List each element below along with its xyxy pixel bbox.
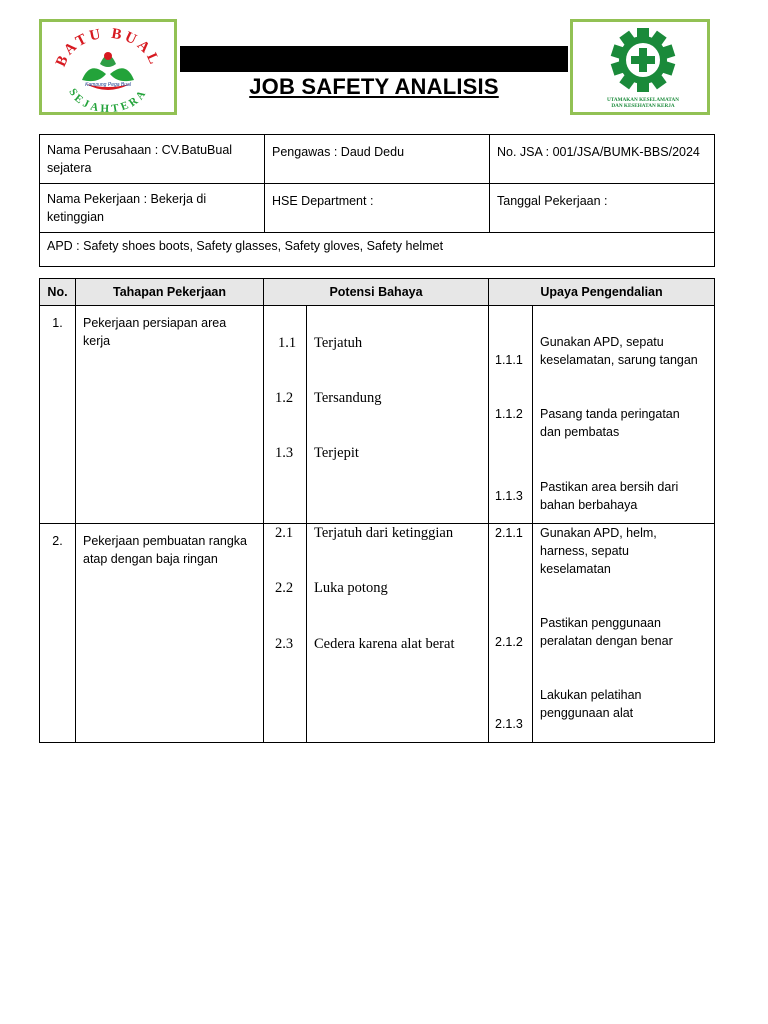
hse-department-cell (265, 184, 490, 233)
upaya-text (540, 405, 680, 441)
upaya-line: Gunakan APD, sepatu (540, 335, 664, 349)
row-number: 2. (40, 524, 76, 743)
bahaya-text: Terjatuh (314, 335, 363, 351)
tahapan-line: Pekerjaan pembuatan rangka (83, 534, 248, 548)
upaya-line: dan pembatas (540, 425, 620, 439)
bahaya-text: Luka potong (314, 580, 388, 596)
upaya-line: penggunaan alat (540, 706, 634, 720)
upaya-line: peralatan dengan benar (540, 634, 673, 648)
bahaya-number: 2.3 (275, 636, 294, 652)
k3-logo (570, 19, 710, 115)
upaya-number-cell (489, 306, 533, 524)
document-title: JOB SAFETY ANALISIS (249, 74, 499, 99)
batu-bual-emblem-icon (42, 22, 174, 112)
upaya-line: harness, sepatu (540, 544, 629, 558)
upaya-line: Gunakan APD, helm, (540, 526, 657, 540)
upaya-number: 1.1.2 (495, 407, 523, 421)
upaya-line: Pasang tanda peringatan (540, 407, 680, 421)
batu-bual-logo (39, 19, 177, 115)
tahapan-line: kerja (83, 334, 111, 348)
upaya-text-cell (533, 524, 715, 743)
table-row (40, 306, 715, 524)
header-black-bar (180, 46, 568, 72)
apd-cell (40, 233, 715, 267)
upaya-line: bahan berbahaya (540, 498, 638, 512)
upaya-text (540, 614, 673, 650)
tahapan-line: atap dengan baja ringan (83, 552, 218, 566)
info-table (39, 134, 715, 267)
apd-text: APD : Safety shoes boots, Safety glasses, Safety gloves, Safety helmet (47, 239, 444, 253)
bahaya-text-cell (307, 306, 489, 524)
company-name-cell (40, 135, 265, 184)
bahaya-number-cell (264, 524, 307, 743)
upaya-text (540, 686, 641, 722)
upaya-text (540, 478, 678, 514)
bahaya-number: 1.3 (275, 445, 294, 461)
upaya-line: Pastikan penggunaan (540, 616, 661, 630)
upaya-number: 1.1.3 (495, 489, 523, 503)
job-name-line-1: Nama Pekerjaan : Bekerja di (47, 192, 207, 206)
upaya-text-cell (533, 306, 715, 524)
upaya-number: 2.1.1 (495, 526, 523, 540)
job-date-cell (490, 184, 715, 233)
job-name-line-2: ketinggian (47, 210, 104, 224)
row-number: 1. (40, 306, 76, 524)
jsa-table (39, 278, 715, 743)
bahaya-number: 2.2 (275, 580, 294, 596)
upaya-number: 2.1.3 (495, 717, 523, 731)
jsa-number-cell (490, 135, 715, 184)
tahapan-line: Pekerjaan persiapan area (83, 316, 227, 330)
logo-text-arc: Kampung Pega Bual (85, 82, 131, 88)
bahaya-text: Terjepit (314, 445, 359, 461)
upaya-line: Pastikan area bersih dari (540, 480, 679, 494)
svg-text:SEJAHTERA (66, 86, 149, 112)
header-tahapan: Tahapan Pekerjaan (76, 279, 264, 306)
table-row (40, 524, 715, 743)
job-name-cell (40, 184, 265, 233)
company-name-line-1: Nama Perusahaan : CV.BatuBual (47, 143, 233, 157)
bahaya-number: 2.1 (275, 525, 294, 541)
bahaya-number: 1.1 (278, 335, 297, 351)
logo-text-bottom: SEJAHTERA (66, 86, 150, 112)
supervisor-cell (265, 135, 490, 184)
supervisor-text: Pengawas : Daud Dedu (272, 145, 405, 159)
bahaya-text-cell (307, 524, 489, 743)
header-potensi-bahaya: Potensi Bahaya (264, 279, 489, 306)
upaya-text (540, 333, 698, 369)
logo-text-top: BATU BUAL (53, 25, 163, 70)
header-no: No. (40, 279, 76, 306)
bahaya-text: Tersandung (314, 390, 382, 406)
k3-caption-2: DAN KESEHATAN KERJA (611, 103, 675, 109)
job-date-text: Tanggal Pekerjaan : (497, 194, 608, 208)
upaya-number: 1.1.1 (495, 353, 523, 367)
row-tahapan (76, 524, 264, 743)
upaya-line: keselamatan, sarung tangan (540, 353, 698, 367)
header-upaya-pengendalian: Upaya Pengendalian (489, 279, 715, 306)
row-tahapan (76, 306, 264, 524)
upaya-number-cell (489, 524, 533, 743)
bahaya-text: Cedera karena alat berat (314, 636, 455, 652)
upaya-number: 2.1.2 (495, 635, 523, 649)
jsa-number-text: No. JSA : 001/JSA/BUMK-BBS/2024 (497, 145, 700, 159)
table-header-row (40, 279, 715, 306)
k3-caption-1: UTAMAKAN KESELAMATAN (607, 97, 679, 103)
upaya-line: keselamatan (540, 562, 611, 576)
company-name-line-2: sejatera (47, 161, 92, 175)
upaya-line: Lakukan pelatihan (540, 688, 642, 702)
bahaya-number-cell (264, 306, 307, 524)
upaya-text (540, 524, 657, 578)
k3-gear-cross-icon (573, 22, 707, 112)
bahaya-number: 1.2 (275, 390, 294, 406)
bahaya-text: Terjatuh dari ketinggian (314, 525, 454, 541)
hse-department-text: HSE Department : (272, 194, 374, 208)
